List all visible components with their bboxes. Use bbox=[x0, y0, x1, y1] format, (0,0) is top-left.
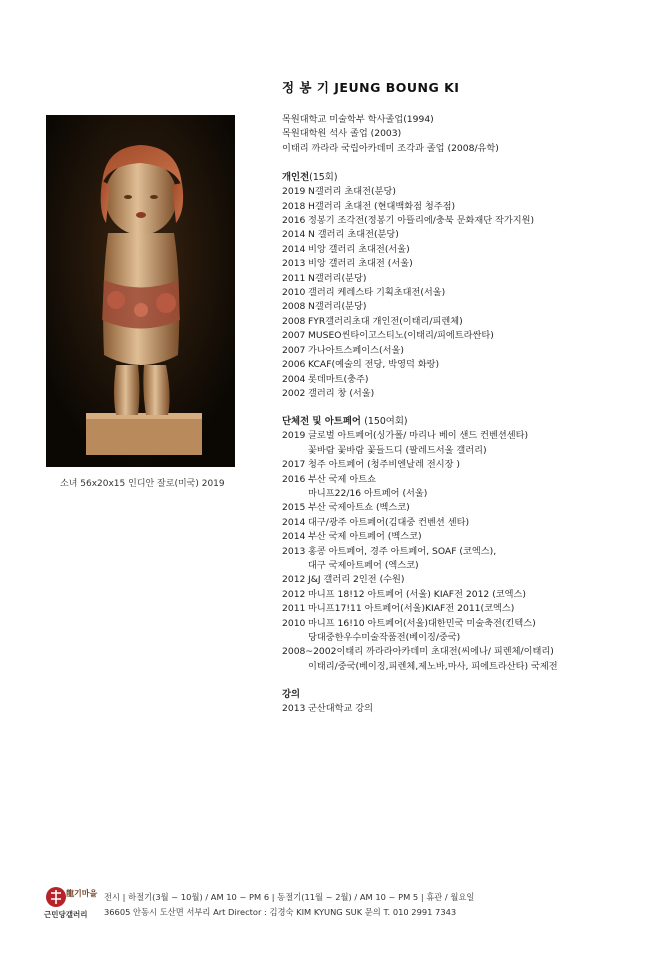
list-item bbox=[282, 559, 652, 573]
entry-text: H갤러리 초대전 (현대백화점 청주점) bbox=[308, 200, 456, 212]
list-item bbox=[282, 660, 652, 674]
sculpture-image bbox=[46, 115, 235, 467]
footer-hours: 전시 | 하절기(3월 ~ 10월) / AM 10 ~ PM 6 | 동절기(11월 ~ 2월) / AM 10 ~ PM 5 | 휴관 / 월요일 bbox=[104, 892, 475, 902]
list-item bbox=[282, 243, 652, 257]
entry-text: 당대중한우수미술작품전(베이징/중국) bbox=[308, 632, 461, 643]
entry-text: 부산 국제 아트페어 (벡스코) bbox=[308, 531, 422, 543]
list-item bbox=[282, 631, 652, 645]
list-item bbox=[282, 473, 652, 487]
list-item bbox=[282, 373, 652, 387]
entry-year: 2008 bbox=[282, 301, 306, 313]
list-item bbox=[282, 501, 652, 515]
entry-text: FYR갤러리초대 개인전(이태리/피렌체) bbox=[308, 315, 463, 327]
education-list bbox=[282, 113, 652, 156]
entry-text: 정봉기 조각전(정봉기 아뜰리에/충북 문화재단 작가지원) bbox=[308, 215, 535, 227]
list-item bbox=[282, 272, 652, 286]
footer-contact: 36605 안동시 도산면 서부리 Art Director : 김경숙 KIM KYUNG SUK 문의 T. 010 2991 7343 bbox=[104, 907, 457, 917]
entry-text: 군산대학교 강의 bbox=[308, 703, 374, 715]
list-item bbox=[282, 602, 652, 616]
entry-text: 비앙 갤러리 초대전(서울) bbox=[308, 243, 410, 255]
list-item bbox=[282, 530, 652, 544]
education-item: 목원대학교 미술학부 학사졸업(1994) bbox=[282, 114, 434, 125]
artwork-caption: 소녀 56x20x15 인디안 잘로(미국) 2019 bbox=[60, 479, 225, 489]
entry-text: 이태리/중국(베이징,피렌체,제노바,마사, 피에트라산타) 국제전 bbox=[308, 660, 558, 672]
list-item bbox=[282, 300, 652, 314]
entry-year bbox=[282, 631, 308, 645]
list-item bbox=[282, 387, 652, 401]
artist-profile bbox=[282, 78, 652, 717]
entry-text: 청주 아트페어 (청주비엔날레 전시장 ) bbox=[308, 459, 460, 471]
list-item bbox=[282, 444, 652, 458]
entry-text: N갤러리(분당) bbox=[308, 272, 367, 284]
entry-year bbox=[282, 444, 308, 458]
entry-year: 2014 bbox=[282, 243, 306, 255]
entry-year: 2012 bbox=[282, 574, 306, 586]
section-count: (150여회) bbox=[364, 416, 408, 428]
list-item bbox=[282, 358, 652, 372]
entry-year: 2011 bbox=[282, 603, 306, 615]
solo-exhibitions-section bbox=[282, 171, 652, 401]
entry-year: 2013 bbox=[282, 545, 306, 557]
gallery-logo bbox=[44, 884, 98, 922]
entry-year bbox=[282, 487, 308, 501]
list-item bbox=[282, 429, 652, 443]
entry-year: 2011 bbox=[282, 272, 306, 284]
entry-text: 가나아트스페이스(서울) bbox=[308, 344, 404, 356]
entry-year: 2016 bbox=[282, 473, 306, 485]
entry-year: 2018 bbox=[282, 200, 306, 212]
entry-year: 2013 bbox=[282, 703, 306, 715]
entry-text: 비앙 갤러리 초대전 (서울) bbox=[308, 258, 413, 270]
entry-text: KCAF(예술의 전당, 박영덕 화랑) bbox=[308, 359, 440, 371]
group-list bbox=[282, 429, 652, 674]
section-title-lecture: 강의 bbox=[282, 689, 301, 701]
list-item bbox=[282, 617, 652, 631]
entry-text: 대구 국제아트페어 (엑스코) bbox=[308, 559, 419, 571]
entry-text: 대구/광주 아트페어(김대중 컨벤션 센타) bbox=[308, 516, 470, 528]
list-item bbox=[282, 286, 652, 300]
list-item bbox=[282, 228, 652, 242]
entry-year: 2014 bbox=[282, 229, 306, 241]
lecture-section bbox=[282, 688, 652, 716]
entry-text: N갤러리(분당) bbox=[308, 301, 367, 313]
list-item bbox=[282, 344, 652, 358]
entry-year: 2008~2002 bbox=[282, 646, 337, 658]
entry-year: 2014 bbox=[282, 531, 306, 543]
artwork-photo bbox=[46, 115, 235, 467]
entry-year: 2007 bbox=[282, 344, 306, 356]
entry-year: 2019 bbox=[282, 430, 306, 442]
entry-year: 2007 bbox=[282, 330, 306, 342]
education-item: 목원대학원 석사 졸업 (2003) bbox=[282, 128, 402, 140]
entry-text: MUSEO씬타이고스티노(이태리/피에트라싼타) bbox=[308, 330, 494, 342]
list-item bbox=[282, 588, 652, 602]
list-item bbox=[282, 185, 652, 199]
entry-text: 마니프 18!12 아트페어 (서울) KIAF전 2012 (코엑스) bbox=[308, 588, 526, 600]
entry-text: 마니프 16!10 아트페어(서울)대한민국 미술축전(킨텍스) bbox=[308, 617, 536, 629]
logo-top-text: 龍기마을 bbox=[66, 889, 98, 898]
entry-text: 마니프17!11 아트페어(서울)KIAF전 2011(코엑스) bbox=[308, 603, 515, 615]
list-item bbox=[282, 702, 652, 716]
list-item bbox=[282, 487, 652, 501]
list-item bbox=[282, 329, 652, 343]
entry-year: 2010 bbox=[282, 617, 306, 629]
entry-text: 부산 국제 아트쇼 bbox=[308, 473, 376, 485]
entry-text: 마니프22/16 아트페어 (서울) bbox=[308, 487, 428, 499]
section-title-text: 개인전 bbox=[282, 172, 310, 184]
entry-text: J&J 갤러리 2인전 (수원) bbox=[308, 574, 405, 586]
entry-year: 2015 bbox=[282, 502, 306, 514]
entry-year bbox=[282, 660, 308, 674]
solo-list bbox=[282, 185, 652, 401]
entry-year: 2006 bbox=[282, 359, 306, 371]
list-item bbox=[282, 458, 652, 472]
list-item bbox=[282, 257, 652, 271]
entry-year: 2008 bbox=[282, 315, 306, 327]
section-count: (15회) bbox=[309, 172, 338, 184]
list-item bbox=[282, 645, 652, 659]
section-title-solo bbox=[282, 171, 652, 185]
entry-text: 글로벌 아트페어(싱가폴/ 마리나 베이 샌드 컨벤션센타) bbox=[308, 430, 529, 442]
entry-text: 롯데마트(충주) bbox=[308, 373, 369, 385]
section-title-group bbox=[282, 415, 652, 429]
entry-text: 꽃바람 꽃바람 꽃들드디 (팔레드서울 갤러리) bbox=[308, 444, 487, 456]
group-exhibitions-section bbox=[282, 415, 652, 674]
list-item bbox=[282, 516, 652, 530]
entry-text: 부산 국제아트쇼 (벡스코) bbox=[308, 502, 410, 514]
list-item bbox=[282, 200, 652, 214]
entry-year: 2014 bbox=[282, 516, 306, 528]
list-item bbox=[282, 573, 652, 587]
entry-year: 2010 bbox=[282, 287, 306, 299]
list-item bbox=[282, 315, 652, 329]
entry-text: 홍콩 아트페어, 경주 아트페어, SOAF (코엑스), bbox=[308, 545, 497, 557]
entry-year bbox=[282, 559, 308, 573]
list-item bbox=[282, 214, 652, 228]
entry-year: 2004 bbox=[282, 373, 306, 385]
list-item bbox=[282, 545, 652, 559]
lecture-list bbox=[282, 702, 652, 716]
entry-year: 2016 bbox=[282, 215, 306, 227]
education-item: 이태리 까라라 국립아카데미 조각과 졸업 (2008/유학) bbox=[282, 142, 499, 154]
artist-name: 정 봉 기 JEUNG BOUNG KI bbox=[282, 80, 460, 95]
entry-year: 2019 bbox=[282, 186, 306, 198]
entry-year: 2012 bbox=[282, 588, 306, 600]
entry-text: 갤러리 케레스타 기획초대전(서울) bbox=[308, 287, 446, 299]
entry-year: 2013 bbox=[282, 258, 306, 270]
entry-text: 이태리 까라라아카데미 초대전(씨에나/ 피렌체/이태리) bbox=[336, 646, 554, 658]
entry-year: 2017 bbox=[282, 459, 306, 471]
logo-bottom-text: 근민당갤러리 bbox=[44, 910, 88, 919]
entry-year: 2002 bbox=[282, 387, 306, 399]
entry-text: 갤러리 창 (서울) bbox=[308, 387, 375, 399]
entry-text: N갤러리 초대전(분당) bbox=[308, 186, 396, 198]
section-title-text: 단체전 및 아트페어 bbox=[282, 416, 361, 428]
entry-text: N 갤러리 초대전(분당) bbox=[308, 229, 399, 241]
